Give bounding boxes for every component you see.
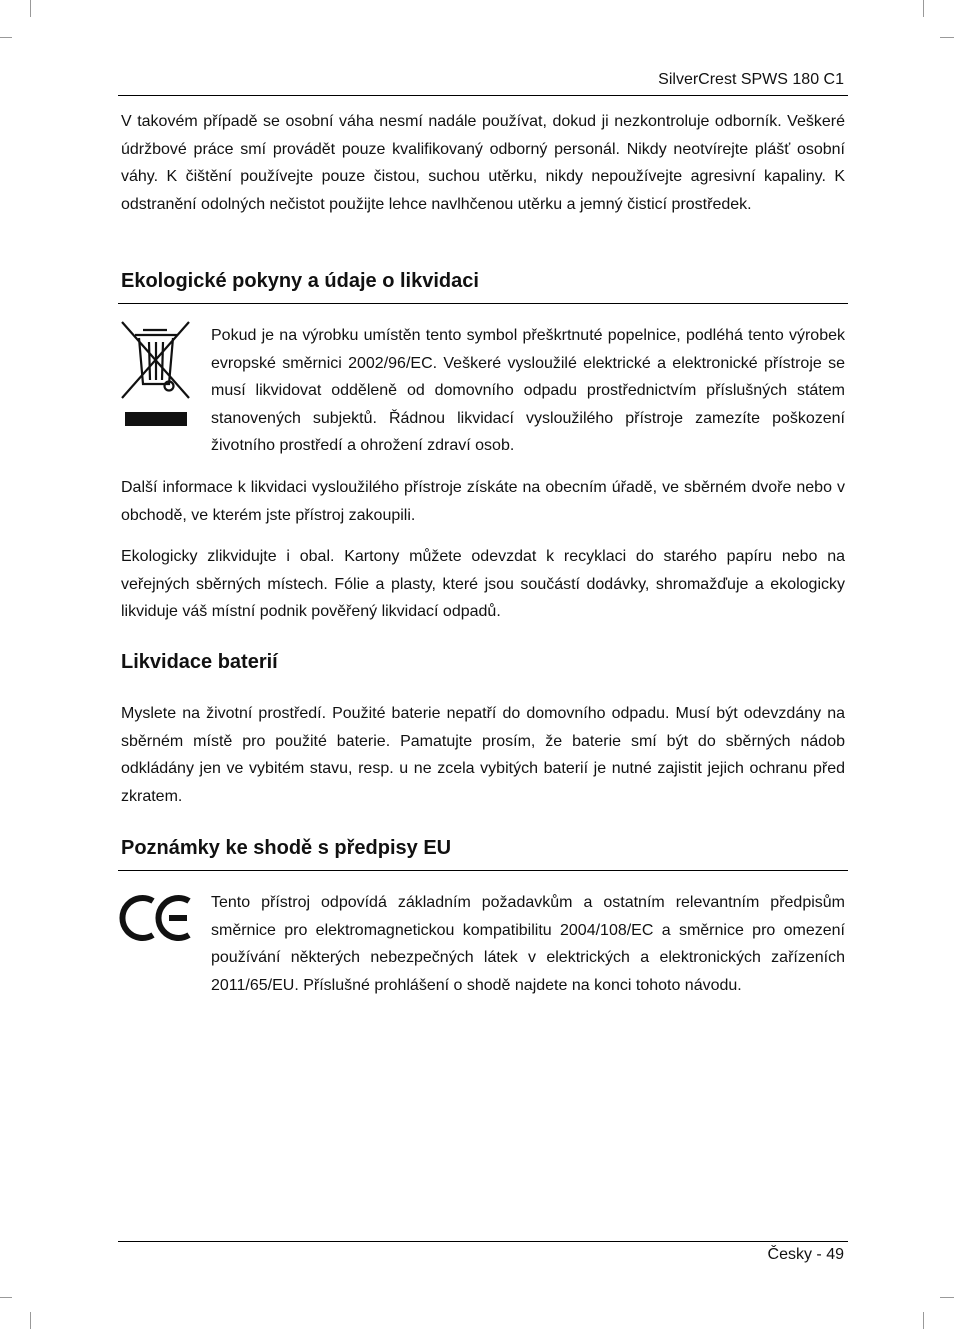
battery-paragraph: Myslete na životní prostředí. Použité baterie nepatří do domovního odpadu. Musí být odevzdány na sběrném místě pro použité baterie. Pamatujte prosím, že baterie smí být do sběrných nádob odkládány jen ve vybitém stavu, resp. u ne zcela vybitých baterií je nutné zajistit jejich ochranu před zkratem. [121, 705, 845, 805]
section-rule-eco [118, 303, 848, 304]
crop-mark [923, 1312, 924, 1329]
header-rule [118, 95, 848, 96]
footer-rule [118, 1241, 848, 1242]
eco-paragraph-3: Ekologicky zlikvidujte i obal. Kartony můžete odevzdat k recyklaci do starého papíru nebo na veřejných sběrných místech. Fólie a plasty, které jsou součástí dodávky, shromažďuje a ekologicky likviduje váš místní podnik pověřený likvidací odpadů. [121, 548, 845, 621]
crop-mark [30, 0, 31, 17]
crop-mark [923, 0, 924, 17]
crop-mark [940, 37, 954, 38]
ce-mark-icon [119, 890, 197, 946]
crop-mark [30, 1312, 31, 1329]
crop-mark [0, 1297, 12, 1298]
crop-mark [940, 1297, 954, 1298]
crop-mark [0, 37, 12, 38]
page-number: Česky - 49 [767, 1246, 844, 1263]
intro-paragraph: V takovém případě se osobní váha nesmí nadále používat, dokud ji nezkontroluje odborník. Veškeré údržbové práce smí provádět pouze kvalifikovaný odborný personál. Nikdy neotvírejte plášť osobní váhy. K čištění používejte pouze čistou, suchou utěrku, nikdy nepoužívejte agresivní kapaliny. K odstranění odolných nečistot použijte lehce navlhčenou utěrku a jemný čisticí prostředek. [121, 113, 845, 213]
section-heading-eco: Ekologické pokyny a údaje o likvidaci [121, 270, 479, 292]
eu-paragraph: Tento přístroj odpovídá základním požadavkům a ostatním relevantním předpisům směrnice pro elektromagnetickou kompatibilitu 2004/108/EC a směrnice pro omezení používání některých nebezpečných látek v elektrických a elektronických zařízeních 2011/65/EU. Příslušné prohlášení o shodě najdete na konci tohoto návodu. [211, 894, 845, 994]
section-rule-eu [118, 870, 848, 871]
crossed-out-wheelie-bin-icon [119, 320, 193, 430]
bin-symbol-paragraph: Pokud je na výrobku umístěn tento symbol přeškrtnuté popelnice, podléhá tento výrobek evropské směrnici 2002/96/EC. Veškeré vysloužilé elektrické a elektronické přístroje se musí likvidovat odděleně od domovního odpadu prostřednictvím příslušných státem stanovených subjektů. Řádnou likvidací vysloužilého přístroje zamezíte poškození životního prostředí a ohrožení zdraví osob. [211, 327, 845, 455]
section-heading-eu: Poznámky ke shodě s předpisy EU [121, 837, 452, 859]
section-heading-battery: Likvidace baterií [121, 651, 278, 673]
header-title: SilverCrest SPWS 180 C1 [658, 71, 844, 88]
eco-paragraph-2: Další informace k likvidaci vysloužilého přístroje získáte na obecním úřadě, ve sběrném dvoře nebo v obchodě, ve kterém jste přístroj zakoupili. [121, 479, 845, 524]
